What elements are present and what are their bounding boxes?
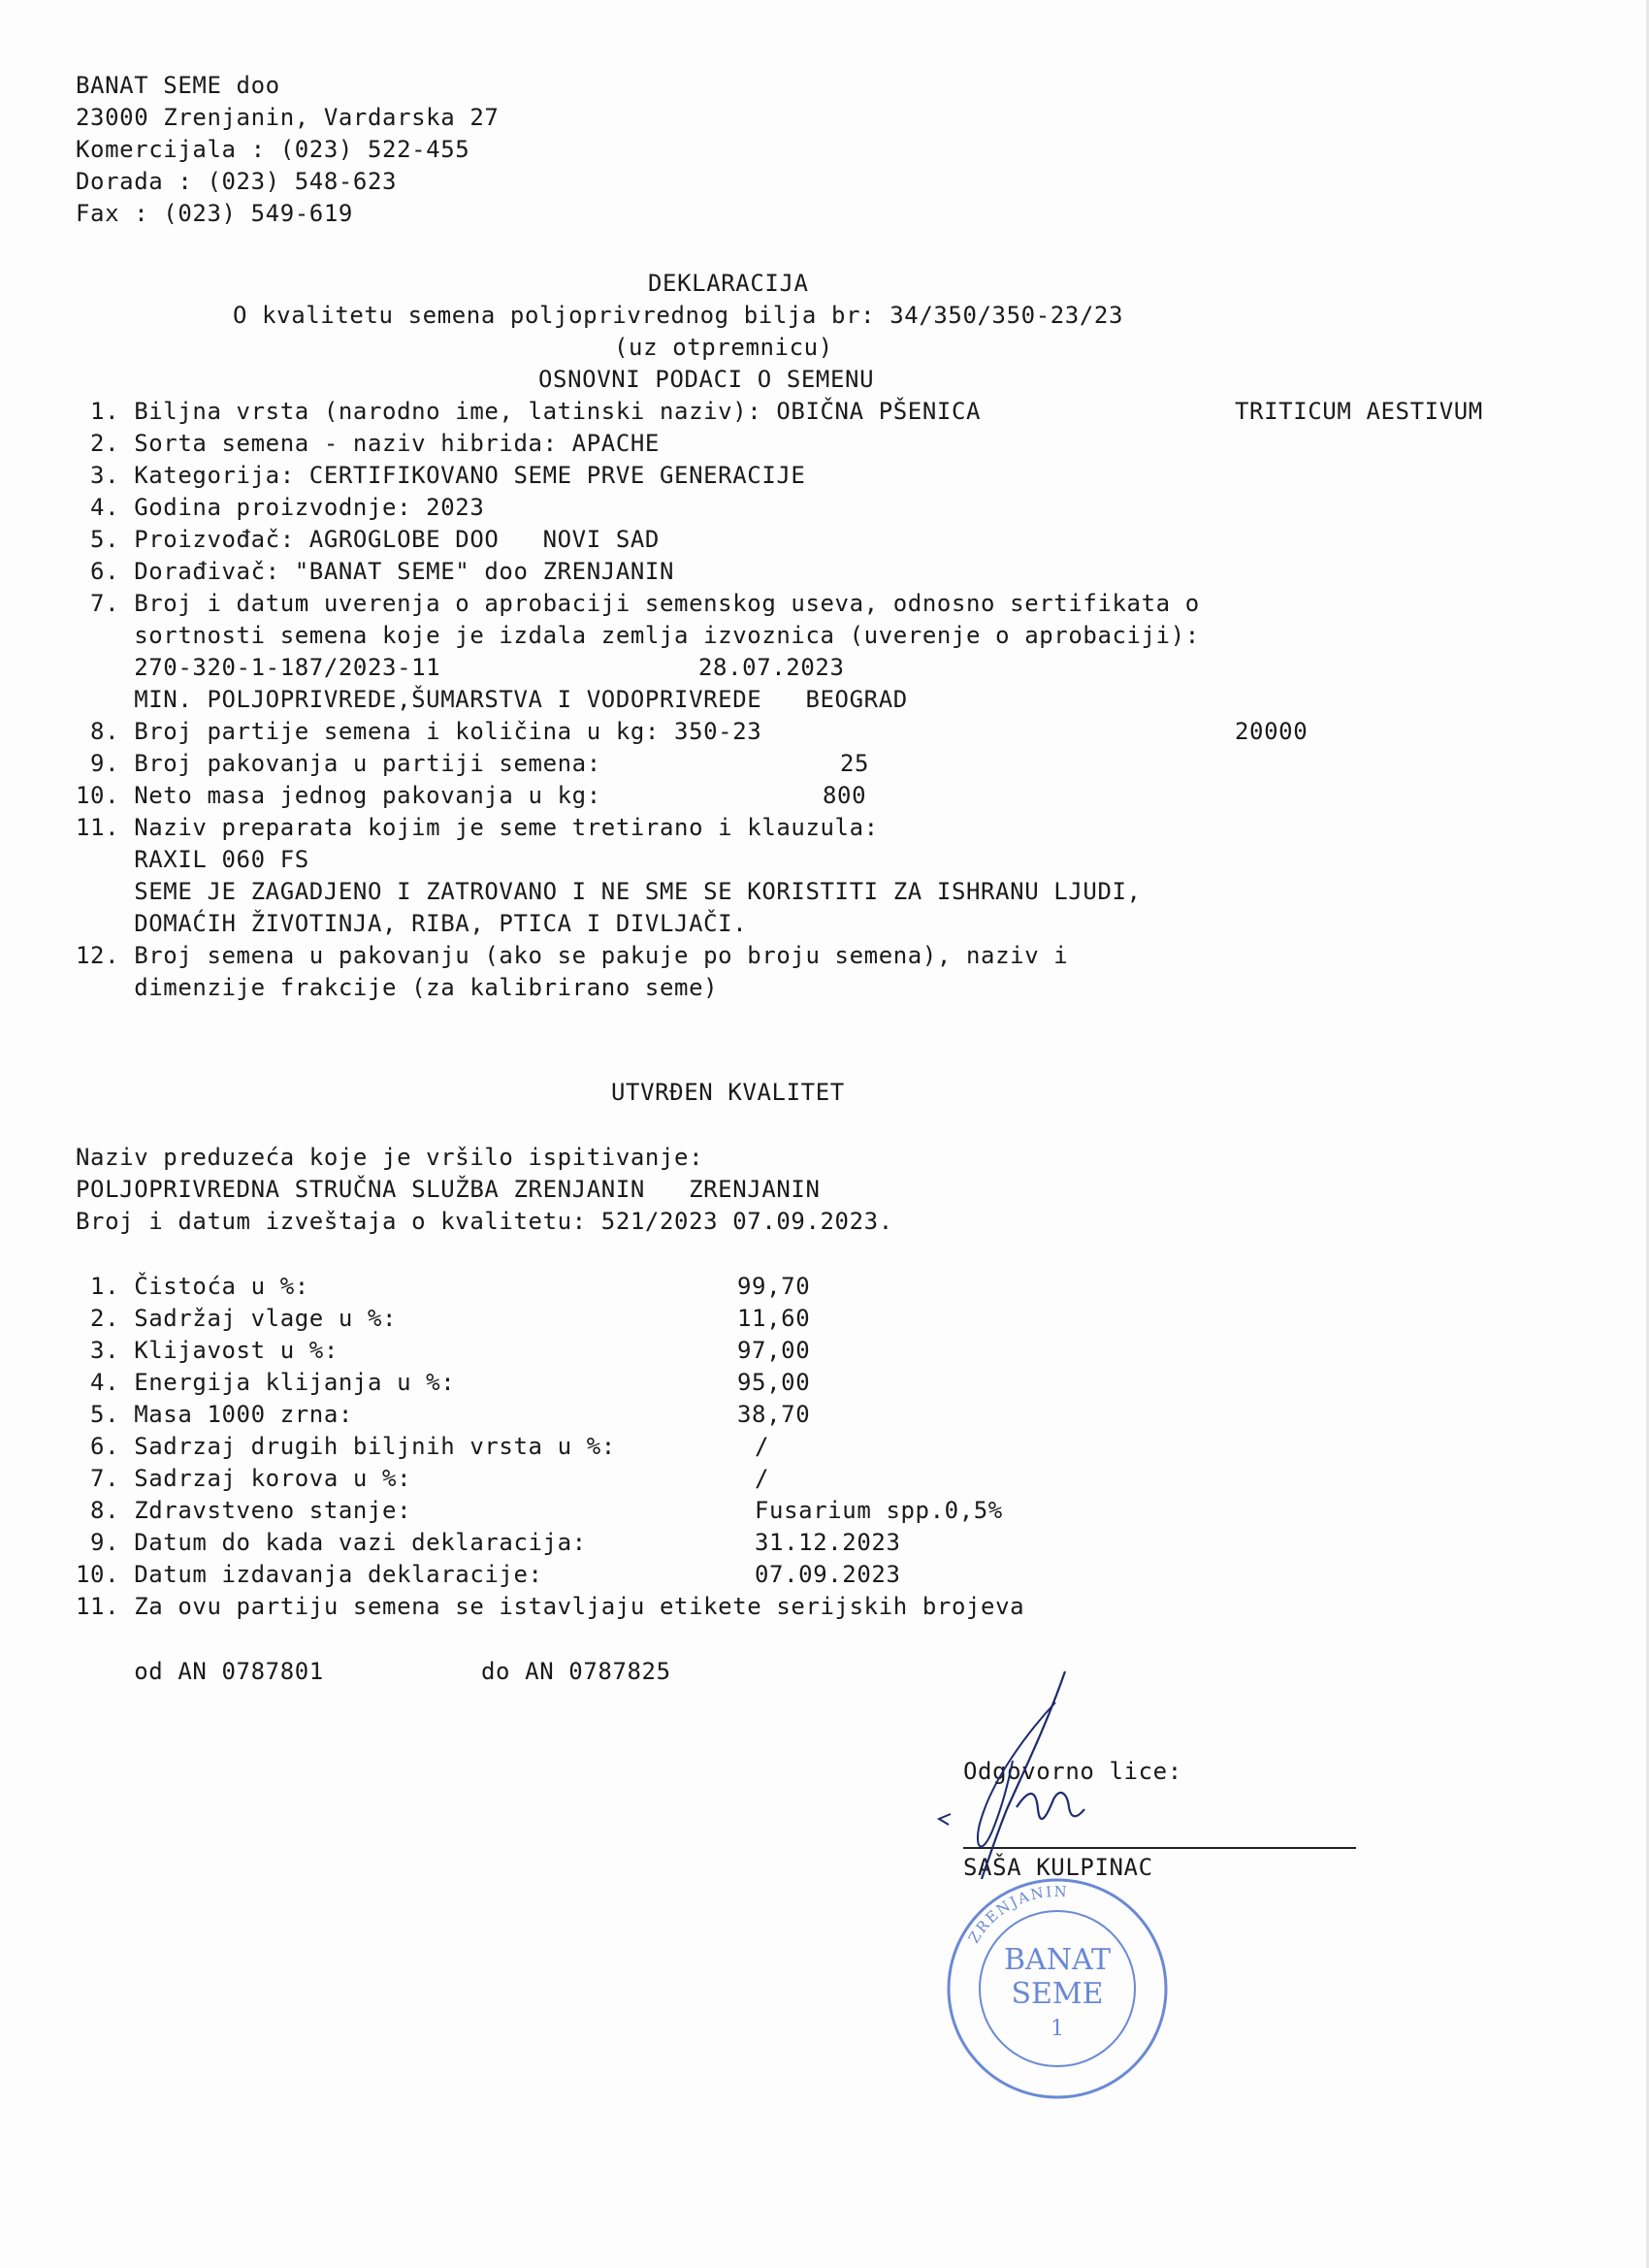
basic-item-9-value: 25 — [840, 750, 870, 777]
basic-item-11-product: RAXIL 060 FS — [76, 846, 309, 873]
quality-row-value: Fusarium spp.0,5% — [755, 1497, 1003, 1524]
handwritten-signature — [931, 1664, 1125, 1887]
basic-item-12-line2: dimenzije frakcije (za kalibrirano seme) — [76, 974, 719, 1001]
basic-item-3: 3. Kategorija: CERTIFIKOVANO SEME PRVE GENERACIJE — [76, 462, 806, 489]
lab-name: POLJOPRIVREDNA STRUČNA SLUŽBA ZRENJANIN ZRENJANIN — [76, 1176, 821, 1203]
quality-row-label: 1. Čistoća u %: — [76, 1273, 309, 1300]
company-name: BANAT SEME doo — [76, 72, 280, 99]
commercial-phone: Komercijala : (023) 522-455 — [76, 136, 470, 163]
serial-from: od AN 0787801 — [76, 1658, 324, 1685]
processing-phone: Dorada : (023) 548-623 — [76, 168, 398, 195]
basic-item-5: 5. Proizvođač: AGROGLOBE DOO NOVI SAD — [76, 526, 660, 553]
basic-item-7-line1: 7. Broj i datum uverenja o aprobaciji semenskog useva, odnosno sertifikata o — [76, 590, 1200, 617]
basic-item-7-cert: 270-320-1-187/2023-11 — [76, 654, 441, 681]
fax-number: Fax : (023) 549-619 — [76, 200, 353, 227]
quality-row-value: / — [755, 1465, 770, 1492]
lab-label: Naziv preduzeća koje je vršilo ispitivanje: — [76, 1144, 704, 1171]
quality-item-11: 11. Za ovu partiju semena se istavljaju etikete serijskih brojeva — [76, 1593, 1025, 1620]
document-subtitle: O kvalitetu semena poljoprivrednog bilja br: 34/350/350-23/23 — [233, 302, 1124, 329]
basic-item-1-latin: TRITICUM AESTIVUM — [1235, 398, 1483, 425]
basic-item-10-value: 800 — [823, 782, 867, 809]
section-quality-heading: UTVRĐEN KVALITET — [611, 1079, 845, 1106]
basic-item-1: 1. Biljna vrsta (narodno ime, latinski naziv): OBIČNA PŠENICA — [76, 398, 982, 425]
basic-item-12-line1: 12. Broj semena u pakovanju (ako se pakuje po broju semena), naziv i — [76, 942, 1069, 969]
basic-item-11: 11. Naziv preparata kojim je seme tretirano i klauzula: — [76, 814, 879, 841]
stamp-line-3: 1 — [1051, 2017, 1064, 2041]
basic-item-11-clause-1: SEME JE ZAGADJENO I ZATROVANO I NE SME SE KORISTITI ZA ISHRANU LJUDI, — [76, 878, 1142, 905]
basic-item-4: 4. Godina proizvodnje: 2023 — [76, 494, 485, 521]
quality-row-value: 97,00 — [737, 1337, 811, 1364]
document-title: DEKLARACIJA — [648, 270, 809, 297]
stamp-line-1: BANAT — [1004, 1943, 1111, 1977]
quality-row-value: 99,70 — [737, 1273, 811, 1300]
serial-to: do AN 0787825 — [481, 1658, 671, 1685]
basic-item-7-date: 28.07.2023 — [698, 654, 845, 681]
quality-row-value: 95,00 — [737, 1369, 811, 1396]
basic-item-8: 8. Broj partije semena i količina u kg: 350-23 — [76, 718, 762, 745]
basic-item-10: 10. Neto masa jednog pakovanja u kg: — [76, 782, 601, 809]
quality-row-label: 2. Sadržaj vlage u %: — [76, 1305, 398, 1332]
quality-row-label: 9. Datum do kada vazi deklaracija: — [76, 1529, 587, 1556]
company-stamp — [941, 1872, 1174, 2105]
quality-report: Broj i datum izveštaja o kvalitetu: 521/2023 07.09.2023. — [76, 1208, 893, 1235]
quality-row-label: 6. Sadrzaj drugih biljnih vrsta u %: — [76, 1433, 616, 1460]
basic-item-9: 9. Broj pakovanja u partiji semena: — [76, 750, 601, 777]
quality-row-value: 38,70 — [737, 1401, 811, 1428]
responsible-person-label: Odgovorno lice: — [963, 1758, 1182, 1785]
quality-row-value: 31.12.2023 — [755, 1529, 901, 1556]
basic-item-7-ministry: MIN. POLJOPRIVREDE,ŠUMARSTVA I VODOPRIVREDE BEOGRAD — [76, 686, 908, 713]
responsible-person-name: SAŠA KULPINAC — [963, 1854, 1153, 1881]
quality-row-label: 4. Energija klijanja u %: — [76, 1369, 456, 1396]
basic-item-11-clause-2: DOMAĆIH ŽIVOTINJA, RIBA, PTICA I DIVLJAČI. — [76, 910, 748, 937]
quality-row-label: 5. Masa 1000 zrna: — [76, 1401, 353, 1428]
company-address: 23000 Zrenjanin, Vardarska 27 — [76, 104, 500, 131]
document-note: (uz otpremnicu) — [614, 334, 833, 361]
stamp-line-2: SEME — [1011, 1977, 1104, 2011]
quality-row-label: 8. Zdravstveno stanje: — [76, 1497, 412, 1524]
basic-item-6: 6. Dorađivač: "BANAT SEME" doo ZRENJANIN — [76, 558, 675, 585]
basic-item-7-line2: sortnosti semena koje je izdala zemlja izvoznica (uverenje o aprobaciji): — [76, 622, 1200, 649]
basic-item-8-quantity: 20000 — [1235, 718, 1309, 745]
quality-row-label: 3. Klijavost u %: — [76, 1337, 339, 1364]
stamp-ring-text: ZRENJANIN — [964, 1882, 1070, 1947]
quality-row-label: 10. Datum izdavanja deklaracije: — [76, 1561, 543, 1588]
svg-text:ZRENJANIN — [965, 1883, 1069, 1947]
basic-item-2: 2. Sorta semena - naziv hibrida: APACHE — [76, 430, 660, 457]
section-basic-heading: OSNOVNI PODACI O SEMENU — [538, 366, 875, 393]
quality-row-value: / — [755, 1433, 770, 1460]
quality-row-value: 07.09.2023 — [755, 1561, 901, 1588]
quality-row-value: 11,60 — [737, 1305, 811, 1332]
quality-row-label: 7. Sadrzaj korova u %: — [76, 1465, 412, 1492]
